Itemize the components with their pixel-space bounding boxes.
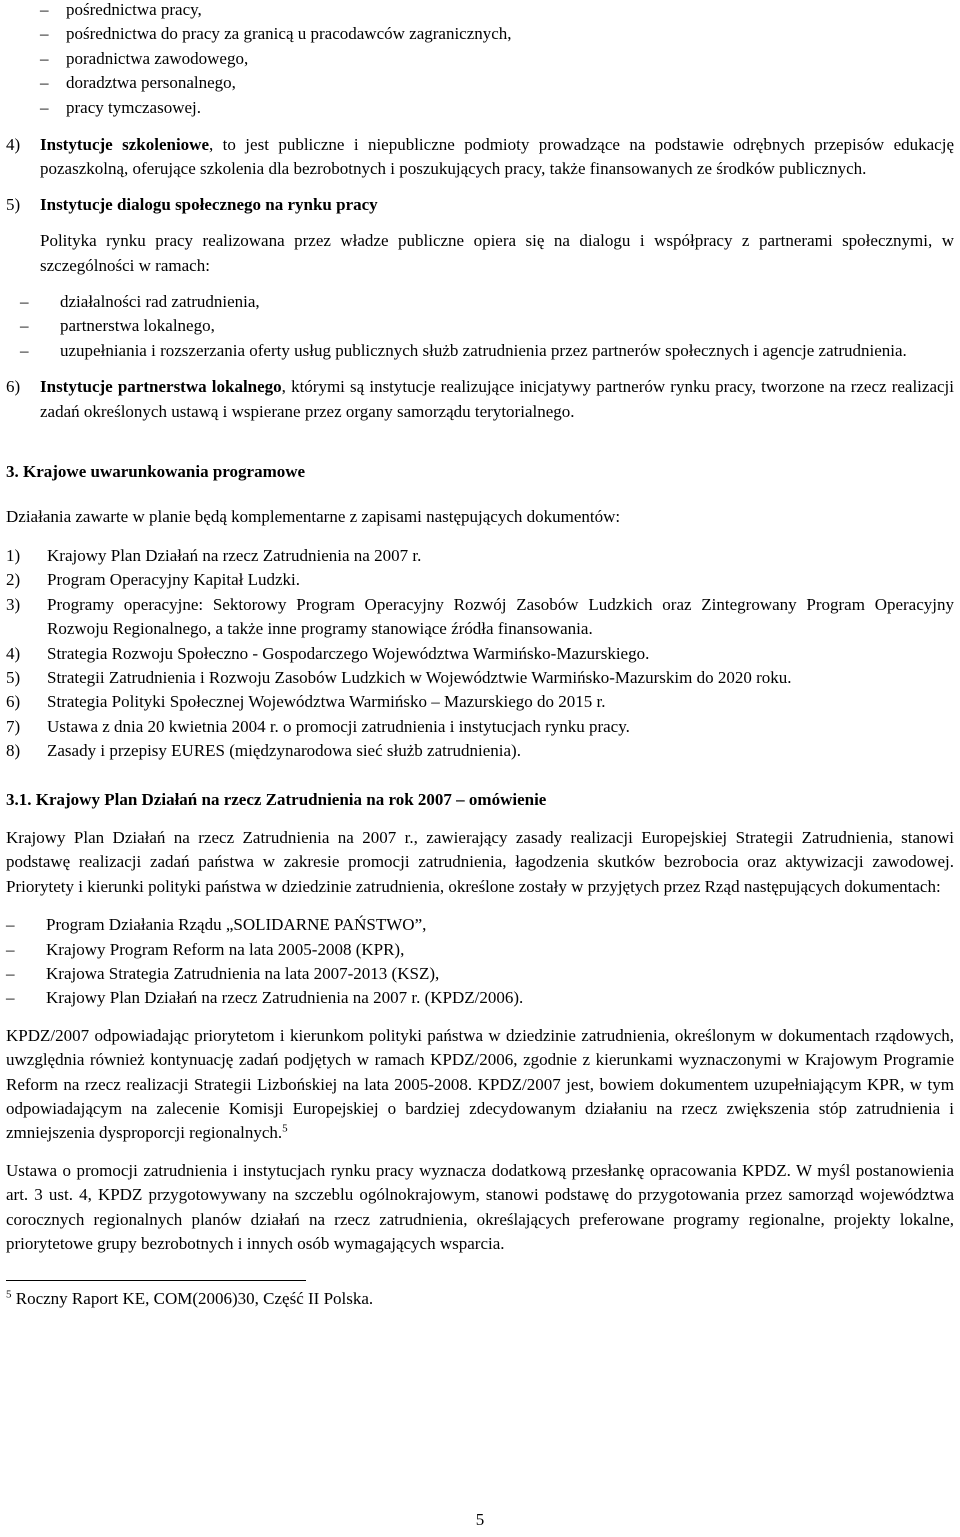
institution-4 (6, 133, 954, 182)
item-heading: Instytucje szkoleniowe (40, 135, 210, 155)
section-title: Krajowe uwarunkowania programowe (23, 462, 306, 482)
list-item: 4) Strategia Rozwoju Społeczno - Gospodarczego Województwa Warmińsko-Mazurskiego. (6, 643, 650, 663)
list-item: 6) Strategia Polityki Społecznej Województwa Warmińsko – Mazurskiego do 2015 r. (6, 692, 606, 712)
list-item: – partnerstwa lokalnego, (6, 314, 954, 338)
government-documents-list (6, 913, 954, 1011)
page-number: 5 (475, 1510, 485, 1529)
list-item: – pośrednictwa do pracy za granicą u pracodawców zagranicznych, (6, 22, 954, 46)
documents-list (6, 544, 954, 764)
footnote (6, 1287, 954, 1311)
list-item: – Krajowy Plan Działań na rzecz Zatrudnienia na 2007 r. (KPDZ/2006). (6, 986, 954, 1010)
document-page (6, 0, 954, 1312)
list-item: – uzupełniania i rozszerzania oferty usług publicznych służb zatrudnienia przez partnerów społecznych i agencje zatrudnienia. (6, 339, 954, 363)
list-item: 8) Zasady i przepisy EURES (międzynarodowa sieć służb zatrudnienia). (6, 741, 521, 761)
section-3-1-heading: 3.1. Krajowy Plan Działań na rzecz Zatrudnienia na rok 2007 – omówienie (6, 789, 547, 809)
section-3-1-paragraph-3: Ustawa o promocji zatrudnienia i instytucjach rynku pracy wyznacza dodatkową przesłankę opracowania KPDZ. W myśl postanowienia art. 3 ust. 4, KPDZ przygotowywany na szczeblu ogólnokrajowym, stanowi podstawę do przygotowania przez samorząd województwa corocznych regionalnych planów działań na rzecz zatrudnienia, określających preferowane programy regionalne, projekty lokalne, priorytetowe grupy bezrobotnych i innych osób wymagających wsparcia. (6, 1160, 954, 1254)
institution-5-paragraph: Polityka rynku pracy realizowana przez władze publiczne opiera się na dialogu i współpracy z partnerami społecznymi, w szczególności w ramach: (40, 231, 954, 275)
list-item: 5) Strategii Zatrudnienia i Rozwoju Zasobów Ludzkich w Województwie Warmińsko-Mazurskim do 2020 roku. (6, 667, 792, 687)
list-item: – pośrednictwa pracy, (6, 0, 954, 22)
item-heading: Instytucje partnerstwa lokalnego (40, 377, 282, 397)
list-item: – poradnictwa zawodowego, (6, 47, 954, 71)
list-item: – Krajowy Program Reform na lata 2005-2008 (KPR), (6, 938, 954, 962)
dialogue-list (6, 290, 954, 363)
footnote-text: Roczny Raport KE, COM(2006)30, Część II Polska. (15, 1289, 374, 1309)
section-3-1-paragraph-2: KPDZ/2007 odpowiadając priorytetom i kierunkom polityki państwa w dziedzinie zatrudnienia, określonym w dokumentach rządowych, uwzględnia również kontynuację zadań podjętych w ramach KPDZ/2006, zgodnie z kierunkami wyznaczonymi w Krajowym Programie Reform na rzecz realizacji Strategii Lizbońskiej na lata 2005-2008. KPDZ/2007 jest, bowiem dokumentem uzupełniającym KPR, w tym odpowiadającym na zalecenie Komisji Europejskiej o bardziej zdecydowanym działaniu na rzecz zwiększenia stóp zatrudnienia i zmniejszenia dysproporcji regionalnych.$^5$ (6, 1025, 954, 1143)
list-item: 2) Program Operacyjny Kapitał Ludzki. (6, 570, 301, 590)
item-text: , to jest publiczne i niepubliczne podmioty prowadzące na podstawie odrębnych przepisów edukację pozaszkolną, oferujące szkolenia dla bezrobotnych i poszukujących pracy, także finansowanych ze środków publicznych. (40, 135, 954, 179)
list-item: – pracy tymczasowej. (6, 96, 954, 120)
list-item: – Krajowa Strategia Zatrudnienia na lata 2007-2013 (KSZ), (6, 962, 954, 986)
section-3-1-paragraph-1: Krajowy Plan Działań na rzecz Zatrudnienia na 2007 r., zawierający zasady realizacji Europejskiej Strategii Zatrudnienia, stanowi podstawę realizacji zadań państwa w zakresie promocji zatrudnienia, łagodzenia skutków bezrobocia oraz aktywizacji zawodowej. Priorytety i kierunki polityki państwa w dziedzinie zatrudnienia, określone zostały w przyjętych przez Rząd następujących dokumentach: (6, 827, 954, 896)
list-item: – Program Działania Rządu „SOLIDARNE PAŃSTWO”, (6, 913, 954, 937)
section-number: 3. (6, 462, 19, 482)
footnote-number: 5 (6, 1288, 12, 1301)
institution-5 (6, 193, 954, 217)
item-number: 6) (6, 377, 21, 397)
item-number: 5) (6, 194, 21, 214)
section-3-heading (6, 460, 954, 484)
footnote-reference: 5 (282, 1122, 288, 1135)
item-heading: Instytucje dialogu społecznego na rynku pracy (40, 194, 378, 214)
item-text: , którymi są instytucje realizujące inicjatywy partnerów rynku pracy, tworzone na rzecz realizacji zadań określonych ustawą i wspierane przez organy samorządu terytorialnego. (40, 377, 954, 421)
list-item: 7) Ustawa z dnia 20 kwietnia 2004 r. o promocji zatrudnienia i instytucjach rynku pracy. (6, 716, 630, 736)
list-item: – działalności rad zatrudnienia, (6, 290, 954, 314)
list-item: 1) Krajowy Plan Działań na rzecz Zatrudnienia na 2007 r. (6, 545, 422, 565)
employment-services-list (6, 0, 954, 120)
section-3-intro: Działania zawarte w planie będą komplementarne z zapisami następujących dokumentów: (6, 506, 621, 526)
institution-6 (6, 375, 954, 424)
list-item: 3) Programy operacyjne: Sektorowy Program Operacyjny Rozwój Zasobów Ludzkich oraz Zintegrowany Program Operacyjny Rozwoju Regionalnego, a także inne programy stanowiące źródła finansowania. (6, 594, 954, 639)
list-item: – doradztwa personalnego, (6, 71, 954, 95)
item-number: 4) (6, 135, 21, 155)
footnote-separator (6, 1280, 306, 1281)
